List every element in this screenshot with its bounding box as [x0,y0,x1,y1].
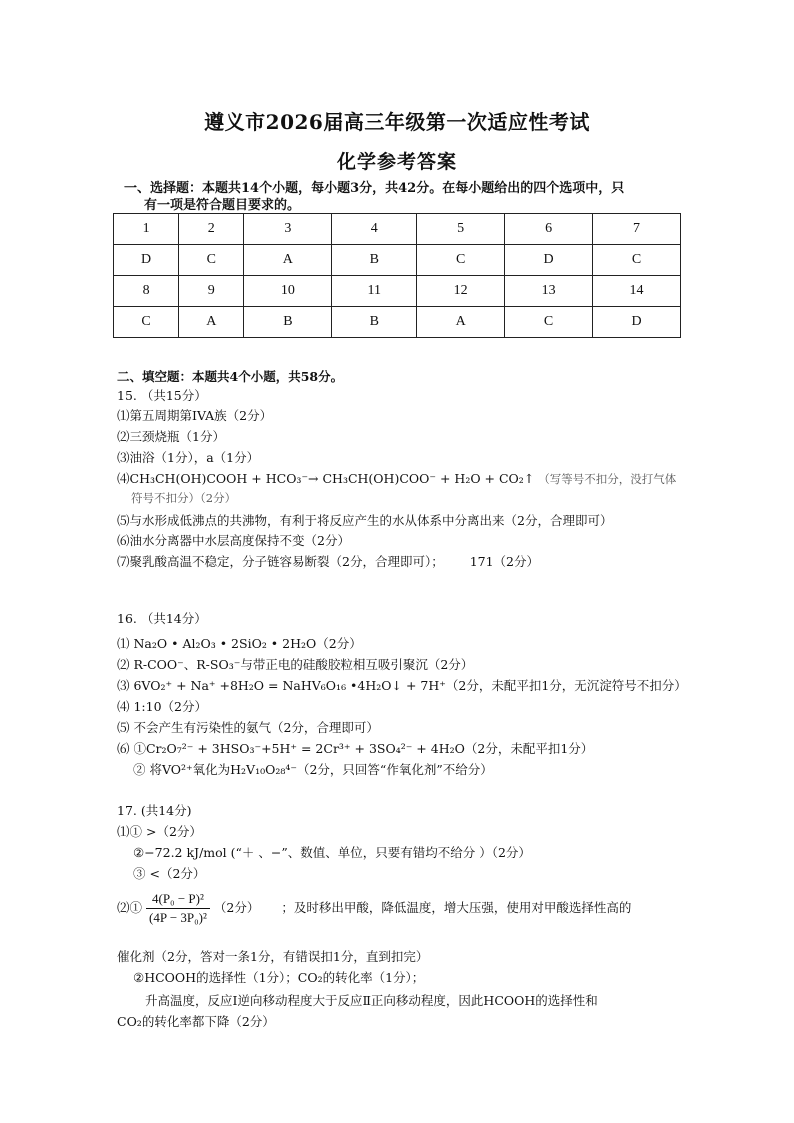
fraction-numerator: 4(P₀ − P)² [146,891,210,909]
q17-answer-1b: ②−72.2 kJ/mol (“＋ 、−”、数值、单位，只要有错均不给分 ）（2分） [133,845,531,860]
q17-answer-2c: 升高温度，反应Ⅰ逆向移动程度大于反应Ⅱ正向移动程度，因此HCOOH的选择性和 [145,993,598,1008]
q16-answer-6b: ② 将VO²⁺氧化为H₂V₁₀O₂₈⁴⁻（2分，只回答“作氧化剂”不给分） [133,762,493,777]
answer-table-row [114,214,681,245]
exam-title: 遵义市2026届高三年级第一次适应性考试 [204,110,590,134]
q17-answer-2d: CO₂的转化率都下降（2分） [117,1014,275,1029]
question-number-cell: 5 [417,214,505,245]
answer-letter-cell: C [417,245,505,276]
answer-letter-cell: B [332,245,417,276]
multiple-choice-answer-table [113,213,681,338]
section2-heading: 二、填空题：本题共4个小题，共58分。 [117,369,344,384]
answer-letter-cell: C [179,245,244,276]
q15-answer-7 [117,552,539,570]
question-number-cell: 12 [417,276,505,307]
answer-letter-cell: C [505,307,593,338]
answer-letter-cell: B [244,307,332,338]
answer-table-row [114,245,681,276]
q15-answer-2: ⑵三颈烧瓶（1分） [117,429,225,444]
q15-answer-4-equation: ⑷CH₃CH(OH)COOH + HCO₃⁻→ CH₃CH(OH)COO⁻ + H₂O + CO₂↑ [117,471,535,486]
question-number-cell: 10 [244,276,332,307]
section1-line2: 有一项是符合题目要求的。 [144,198,301,213]
fraction-denominator: (4P − 3P₀)² [149,910,207,925]
question-number-cell: 11 [332,276,417,307]
q15-answer-7-text: ⑺聚乳酸高温不稳定，分子链容易断裂（2分，合理即可）； [117,554,444,569]
answer-letter-cell: D [505,245,593,276]
equilibrium-constant-fraction [146,891,210,926]
question-number-cell: 3 [244,214,332,245]
q15-answer-4-note: （写等号不扣分，没打气体 [538,472,677,486]
q15-answer-4-continued: 符号不扣分）（2分） [131,491,237,505]
q15-answer-1: ⑴第五周期第IVA族（2分） [117,408,273,423]
q17-answer-2a-tail: ；及时移出甲酸，降低温度，增大压强，使用对甲酸选择性高的 [281,900,632,915]
question-number-cell: 13 [505,276,593,307]
question-number-cell: 4 [332,214,417,245]
q15-answer-6: ⑹油水分离器中水层高度保持不变（2分） [117,533,350,548]
q17-heading: 17. (共14分) [117,803,192,818]
q16-answer-1: ⑴ Na₂O • Al₂O₃ • 2SiO₂ • 2H₂O（2分） [117,636,362,651]
q16-heading: 16. （共14分） [117,611,207,626]
question-number-cell: 1 [114,214,179,245]
q17-answer-2a-continued: 催化剂（2分，答对一条1分，有错误扣1分，直到扣完） [117,949,429,964]
q15-heading: 15. （共15分） [117,388,207,403]
q16-answer-4: ⑷ 1:10（2分） [117,699,207,714]
answer-table-row [114,276,681,307]
q15-answer-7-value: 171（2分） [469,554,539,569]
q15-answer-3: ⑶油浴（1分），a（1分） [117,450,260,465]
q16-answer-3: ⑶ 6VO₂⁺ + Na⁺ +8H₂O = NaHV₆O₁₆ •4H₂O↓ + 7H⁺（2分，未配平扣1分，无沉淀符号不扣分） [117,678,687,693]
q15-answer-5: ⑸与水形成低沸点的共沸物，有利于将反应产生的水从体系中分离出来（2分，合理即可） [117,513,613,528]
answer-letter-cell: A [244,245,332,276]
q17-answer-2a-score: （2分） [213,900,260,915]
answer-table-row [114,307,681,338]
q16-answer-6a: ⑹ ①Cr₂O₇²⁻ + 3HSO₃⁻+5H⁺ = 2Cr³⁺ + 3SO₄²⁻ + 4H₂O（2分，未配平扣1分） [117,741,594,756]
question-number-cell: 6 [505,214,593,245]
answer-letter-cell: C [114,307,179,338]
q17-answer-2a [117,891,631,926]
answer-letter-cell: A [179,307,244,338]
q16-answer-5: ⑸ 不会产生有污染性的氨气（2分，合理即可） [117,720,379,735]
q17-answer-2b: ②HCOOH的选择性（1分）；CO₂的转化率（1分）； [133,970,425,985]
answer-letter-cell: A [417,307,505,338]
question-number-cell: 14 [593,276,681,307]
answer-letter-cell: D [114,245,179,276]
q17-answer-1c: ③ <（2分） [133,866,206,881]
q17-answer-2a-prefix: ⑵① [117,900,143,915]
q17-answer-1a: ⑴① >（2分） [117,824,202,839]
question-number-cell: 7 [593,214,681,245]
question-number-cell: 2 [179,214,244,245]
answer-key-title: 化学参考答案 [336,151,457,173]
answer-letter-cell: C [593,245,681,276]
question-number-cell: 9 [179,276,244,307]
q15-answer-4 [117,469,676,487]
section1-line1: 一、选择题：本题共14个小题，每小题3分，共42分。在每小题给出的四个选项中，只 [124,181,625,196]
section1-instructions [124,180,684,214]
question-number-cell: 8 [114,276,179,307]
q16-answer-2: ⑵ R-COO⁻、R-SO₃⁻与带正电的硅酸胶粒相互吸引聚沉（2分） [117,657,474,672]
answer-letter-cell: B [332,307,417,338]
answer-letter-cell: D [593,307,681,338]
